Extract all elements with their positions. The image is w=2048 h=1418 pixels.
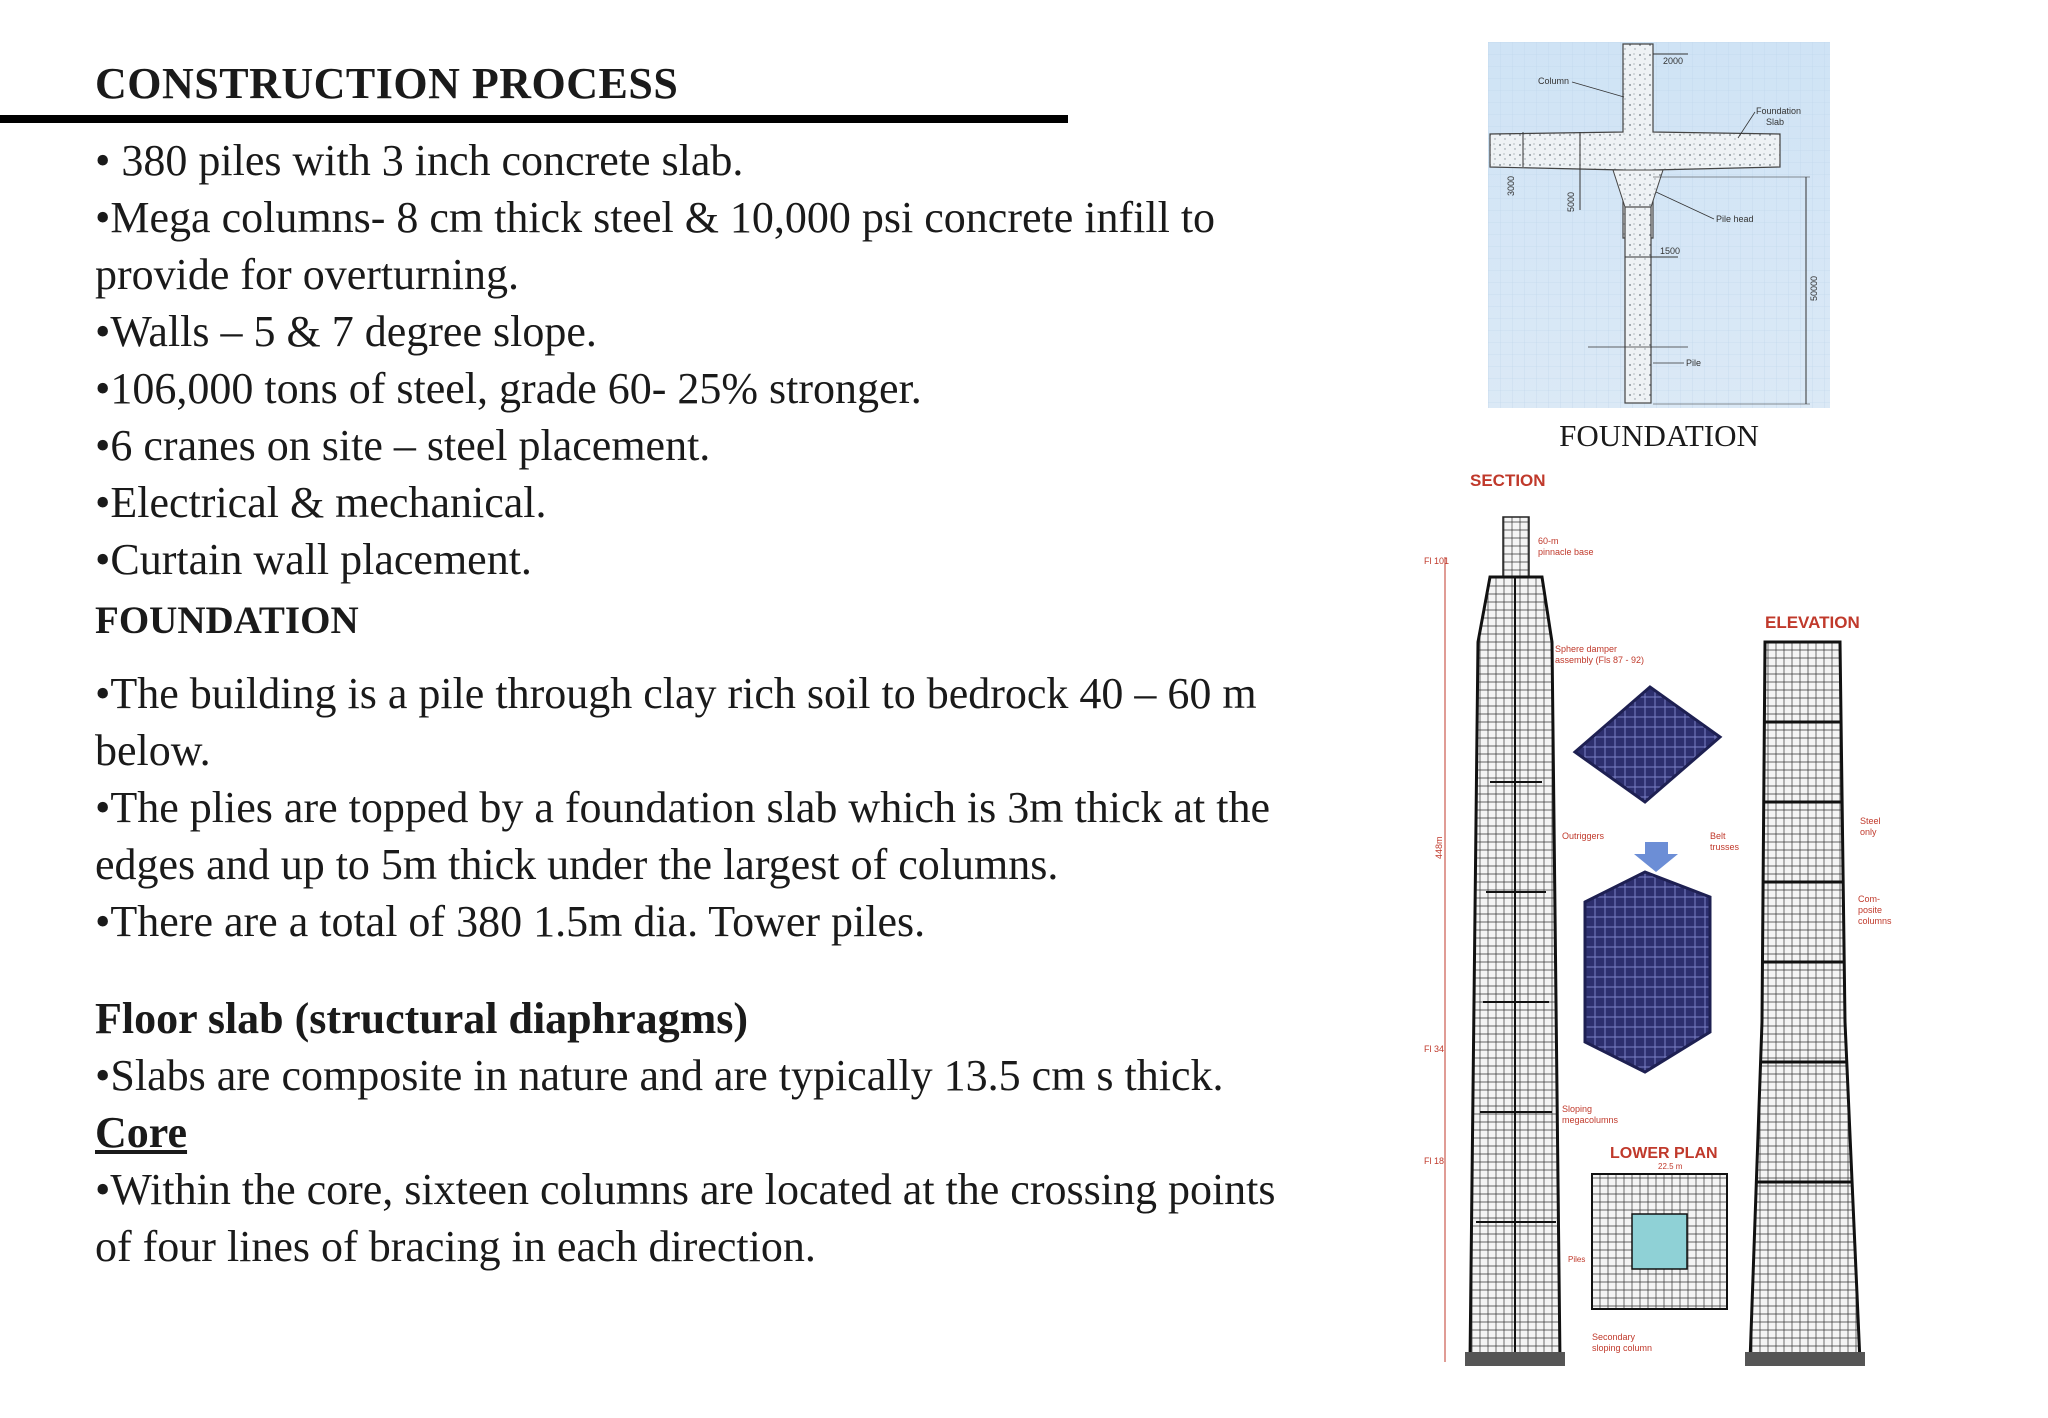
foundation-heading: FOUNDATION [95,599,359,642]
construction-bullet: •Electrical & mechanical. [95,478,547,527]
floor-slab-bullet: •Slabs are composite in nature and are typically 13.5 cm s thick. [95,1051,1224,1100]
construction-list [95,132,1305,588]
floor-label: Fl 18 [1424,1156,1445,1166]
composite-columns-label: posite [1858,905,1883,915]
secondary-column-label: Secondary [1592,1332,1636,1342]
foundation-bullet: •The plies are topped by a foundation slab which is 3m thick at the edges and up to 5m thick under the largest of columns. [95,783,1271,889]
piles-label: Piles [1568,1255,1586,1264]
column-label: Column [1538,76,1570,86]
sphere-damper-assembly [1575,687,1720,802]
dimension-label: 5000 [1566,191,1576,212]
core-structure [1585,872,1710,1072]
construction-bullet: •Walls – 5 & 7 degree slope. [95,307,597,356]
floor-core-section [95,990,1305,1275]
foundation-diagram [1488,42,1830,408]
dimension-label: 2000 [1663,56,1684,66]
height-label: 448m [1434,836,1444,859]
core-bullet: •Within the core, sixteen columns are located at the crossing points of four lines of bracing in each direction. [95,1165,1276,1271]
foundation-slab-label: Foundation [1756,106,1802,116]
sloping-megacolumns-label: Sloping [1562,1104,1593,1114]
page-title: CONSTRUCTION PROCESS [95,59,679,108]
construction-bullet: •106,000 tons of steel, grade 60- 25% stronger. [95,364,922,413]
damper-label: assembly (Fls 87 - 92) [1555,655,1645,665]
sloping-megacolumns-label: megacolumns [1562,1115,1619,1125]
floor-label: Fl 34 [1424,1044,1445,1054]
section-label: SECTION [1470,471,1546,490]
construction-bullet: •6 cranes on site – steel placement. [95,421,711,470]
pile-head-label: Pile head [1716,214,1754,224]
lower-plan-label: LOWER PLAN [1610,1145,1718,1162]
composite-columns-label: columns [1858,916,1892,926]
elevation-tower [1745,642,1865,1366]
construction-bullet: • 380 piles with 3 inch concrete slab. [95,136,744,185]
steel-only-label: only [1860,827,1877,837]
foundation-bullet: •The building is a pile through clay rich soil to bedrock 40 – 60 m below. [95,669,1257,775]
belt-trusses-label: Belt [1710,831,1726,841]
construction-bullet: •Mega columns- 8 cm thick steel & 10,000 psi concrete infill to provide for overturning. [95,193,1216,299]
composite-columns-label: Com- [1858,894,1880,904]
outriggers-label: Outriggers [1562,831,1605,841]
damper-label: Sphere damper [1555,644,1618,654]
floor-label: Fl 101 [1424,556,1450,566]
dimension-label: 50000 [1809,275,1819,301]
core-heading: Core [95,1108,188,1157]
section-tower [1465,517,1565,1366]
construction-bullet: •Curtain wall placement. [95,535,532,584]
dimension-label: 1500 [1660,246,1681,256]
steel-only-label: Steel [1860,816,1881,826]
foundation-figure-caption: FOUNDATION [1559,418,1759,453]
secondary-column-label: sloping column [1592,1343,1653,1353]
pile-label: Pile [1686,358,1702,368]
tower-section-elevation-diagram [1420,462,1920,1382]
floor-slab-heading: Floor slab (structural diaphragms) [95,994,749,1043]
elevation-label: ELEVATION [1765,613,1860,632]
pile-shape [1625,207,1651,403]
plan-dimension-label: 22.5 m [1658,1162,1683,1171]
dimension-label: 3000 [1506,175,1516,196]
foundation-slab-label: Slab [1766,117,1785,127]
belt-trusses-label: trusses [1710,842,1740,852]
down-arrow-icon [1634,842,1678,872]
pinnacle-label: 60-m [1538,536,1559,546]
pinnacle-label: pinnacle base [1538,547,1594,557]
foundation-bullet: •There are a total of 380 1.5m dia. Tower piles. [95,897,926,946]
foundation-list [95,665,1305,950]
title-underline-rule [0,115,1068,123]
